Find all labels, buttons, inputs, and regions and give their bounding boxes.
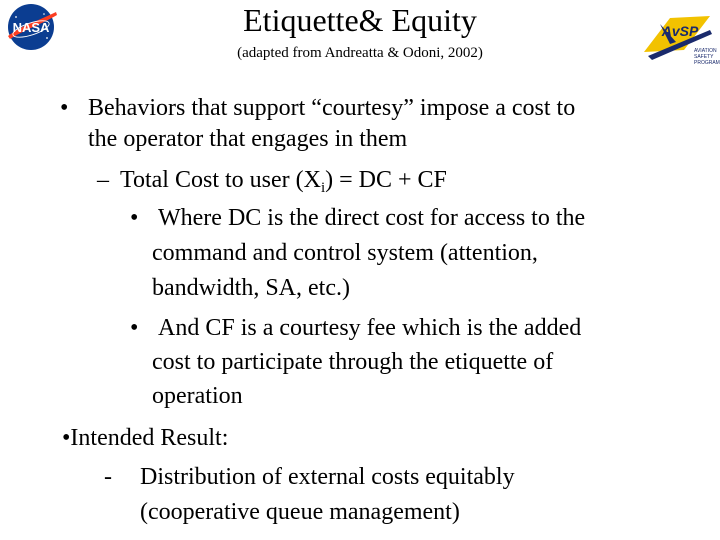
svg-text:NASA: NASA [12,20,50,35]
svg-text:SAFETY: SAFETY [694,54,714,60]
bullet-text: Behaviors that support “courtesy” impose a cost to [88,95,576,121]
svg-text:PROGRAM: PROGRAM [694,60,720,66]
svg-text:AvSP: AvSP [661,23,699,39]
subsubbullet-text: command and control system (attention, [152,240,538,266]
svg-text:AVIATION: AVIATION [694,48,717,54]
subbullet-text: Distribution of external costs equitably [140,464,515,490]
bullet-text: the operator that engages in them [88,126,408,152]
subbullet-text: (cooperative queue management) [140,499,460,525]
subsubbullet-text: And CF is a courtesy fee which is the added [158,315,582,341]
slide-subtitle: (adapted from Andreatta & Odoni, 2002) [237,45,483,61]
subsubbullet-text: Where DC is the direct cost for access to the [158,205,586,231]
bullet-marker: • [130,205,139,231]
subsubbullet-text: operation [152,383,243,409]
subsubbullet-text: bandwidth, SA, etc.) [152,275,350,301]
dash-marker: – [97,167,109,193]
subbullet-text: Total Cost to user $(X_i)$ = DC + CF [120,167,447,196]
slide-title: Etiquette& Equity [243,2,477,38]
subscript: i [320,180,326,196]
bullet-marker: • [130,315,139,341]
bullet-text: •Intended Result: [62,425,229,451]
subsubbullet-text: cost to participate through the etiquette of [152,349,554,375]
bullet-marker: • [60,95,69,121]
dash-marker: - [104,464,112,490]
